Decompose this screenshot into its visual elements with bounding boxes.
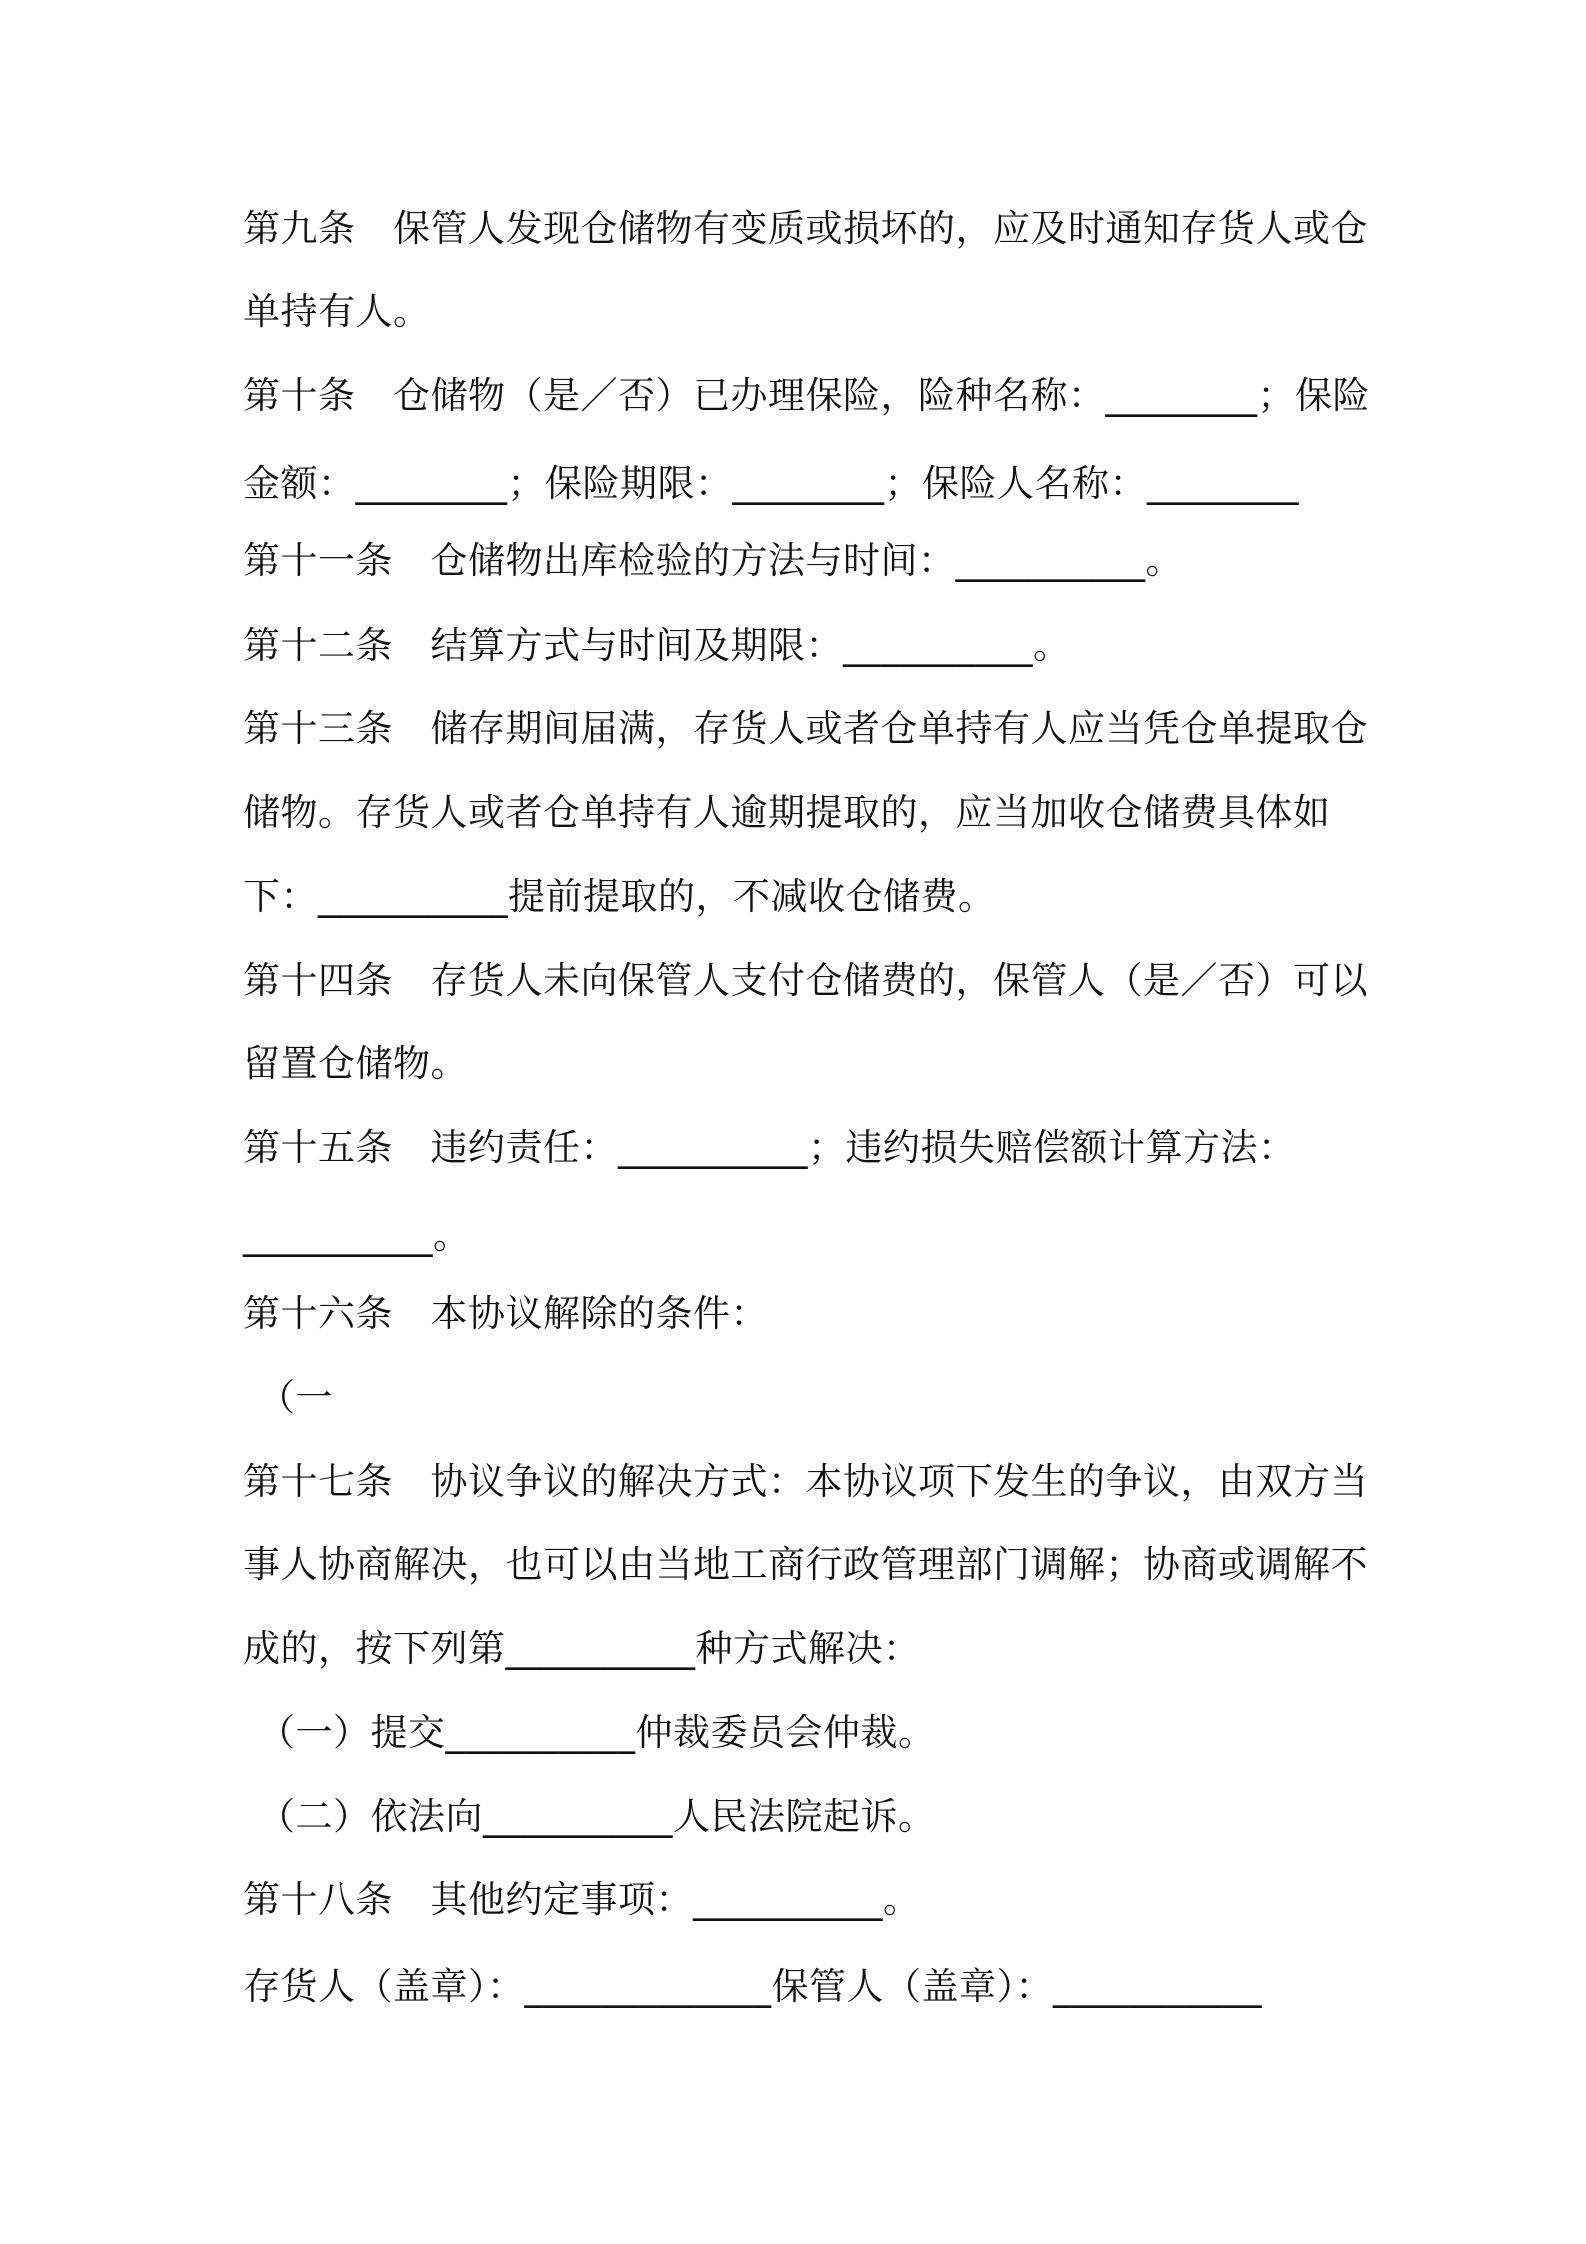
article-9-line-2: 单持有人。 [243, 290, 431, 333]
article-16-line: 第十六条 本协议解除的条件： [243, 1292, 768, 1335]
article-16-item-1: （一 [258, 1376, 333, 1419]
article-13-line-2: 储物。存货人或者仓单持有人逾期提取的，应当加收仓储费具体如 [243, 791, 1331, 834]
article-12-line: 第十二条 结算方式与时间及期限：__________。 [243, 624, 1071, 667]
article-14-line-1: 第十四条 存货人未向保管人支付仓储费的，保管人（是／否）可以 [243, 959, 1368, 1002]
article-18-line: 第十八条 其他约定事项：__________。 [243, 1878, 921, 1921]
article-15-line-1: 第十五条 违约责任：__________；违约损失赔偿额计算方法： [243, 1126, 1296, 1169]
article-17-line-2: 事人协商解决，也可以由当地工商行政管理部门调解；协商或调解不 [243, 1543, 1368, 1586]
article-11-line: 第十一条 仓储物出库检验的方法与时间：__________。 [243, 539, 1183, 582]
article-9-line-1: 第九条 保管人发现仓储物有变质或损坏的，应及时通知存货人或仓 [243, 207, 1368, 250]
article-17-option-1: （一）提交__________仲裁委员会仲裁。 [258, 1711, 936, 1754]
article-17-option-2: （二）依法向__________人民法院起诉。 [258, 1795, 936, 1838]
article-10-line-2: 金额：________；保险期限：________；保险人名称：________ [243, 462, 1299, 505]
article-13-line-3: 下：__________提前提取的，不减收仓储费。 [243, 875, 996, 918]
article-10-line-1: 第十条 仓储物（是／否）已办理保险，险种名称：________；保险 [243, 374, 1370, 417]
article-14-line-2: 留置仓储物。 [243, 1042, 468, 1085]
article-13-line-1: 第十三条 储存期间届满，存货人或者仓单持有人应当凭仓单提取仓 [243, 707, 1368, 750]
article-15-line-2: __________。 [243, 1214, 471, 1257]
signature-line: 存货人（盖章）：_____________保管人（盖章）：___________ [243, 1965, 1262, 2008]
article-17-line-1: 第十七条 协议争议的解决方式：本协议项下发生的争议，由双方当 [243, 1460, 1368, 1503]
article-17-line-3: 成的，按下列第__________种方式解决： [243, 1627, 921, 1670]
